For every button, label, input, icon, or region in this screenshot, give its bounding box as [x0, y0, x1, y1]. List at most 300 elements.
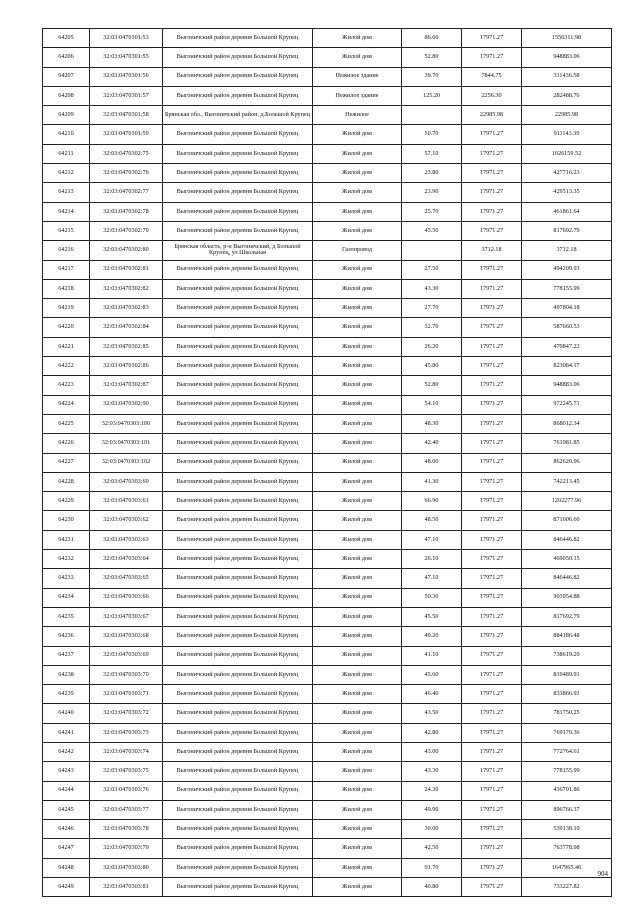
cell-cadastral-number: 32:03:0470303:61 [90, 492, 163, 511]
cell-id: 64230 [43, 511, 90, 530]
cell-area: 42.40 [402, 434, 462, 453]
cell-address: Выгоничский район деревня Большой Крупец [163, 878, 313, 897]
table-row [43, 48, 612, 67]
cell-cadastral-number: 32:03:0470303:77 [90, 800, 163, 819]
cell-id: 64229 [43, 492, 90, 511]
cell-rate: 17971.27 [462, 704, 522, 723]
cell-cadastral-number: 32:03:0470301:56 [90, 67, 163, 86]
cell-object-type: Жилой дом [313, 414, 402, 433]
table-row [43, 472, 612, 491]
table-row [43, 704, 612, 723]
cell-object-type: Жилой дом [313, 144, 402, 163]
cell-cadastral-number: 32:03:0470303:72 [90, 704, 163, 723]
cell-address: Выгоничский район деревня Большой Крупец [163, 29, 313, 48]
cell-value: 781750.25 [522, 704, 612, 723]
cell-address: Брянская область, р-н Выгоничский, д Большой Крупец, ул Школьная [163, 241, 313, 260]
cell-value: 742213.45 [522, 472, 612, 491]
cell-rate: 17971.27 [462, 221, 522, 240]
cell-rate: 17971.27 [462, 878, 522, 897]
cell-rate: 17971.27 [462, 48, 522, 67]
cell-cadastral-number: 32:03:0470303:76 [90, 781, 163, 800]
table-row [43, 742, 612, 761]
cell-area: 41.10 [402, 646, 462, 665]
cell-address: Выгоничский район деревня Большой Крупец [163, 434, 313, 453]
cell-value: 3712.18 [522, 241, 612, 260]
cell-rate: 17971.27 [462, 646, 522, 665]
cell-id: 64220 [43, 318, 90, 337]
cell-value: 896766.37 [522, 800, 612, 819]
cell-address: Выгоничский район деревня Большой Крупец [163, 762, 313, 781]
cell-object-type: Жилой дом [313, 357, 402, 376]
cell-area: 25.70 [402, 202, 462, 221]
cell-rate: 17971.27 [462, 414, 522, 433]
cell-area: 57.10 [402, 144, 462, 163]
cell-rate: 17971.27 [462, 607, 522, 626]
table-row [43, 646, 612, 665]
cell-cadastral-number: 32:03:0470302:82 [90, 279, 163, 298]
cell-cadastral-number: 32:03:0470301:59 [90, 125, 163, 144]
cell-area: 125.20 [402, 86, 462, 105]
cell-address: Выгоничский район деревня Большой Крупец [163, 781, 313, 800]
cell-rate: 17971.27 [462, 492, 522, 511]
table-row [43, 588, 612, 607]
cell-area: 43.30 [402, 279, 462, 298]
cell-value: 539138.10 [522, 820, 612, 839]
cell-area: 40.80 [402, 878, 462, 897]
cell-value: 884186.48 [522, 627, 612, 646]
cell-object-type: Жилой дом [313, 839, 402, 858]
cell-rate: 17971.27 [462, 434, 522, 453]
cell-id: 64214 [43, 202, 90, 221]
cell-value: 1556311.98 [522, 29, 612, 48]
cell-rate: 17971.27 [462, 511, 522, 530]
cell-cadastral-number: 32:03:0470303:74 [90, 742, 163, 761]
cell-address: Выгоничский район деревня Большой Крупец [163, 125, 313, 144]
table-row [43, 762, 612, 781]
cell-id: 64242 [43, 742, 90, 761]
cell-cadastral-number: 32:03:0470303:100 [90, 414, 163, 433]
table-row [43, 492, 612, 511]
cell-object-type: Жилой дом [313, 781, 402, 800]
cell-area: 54.10 [402, 395, 462, 414]
cell-value: 761981.85 [522, 434, 612, 453]
cell-area: 49.20 [402, 627, 462, 646]
cell-rate: 17971.27 [462, 164, 522, 183]
cell-rate: 17971.27 [462, 820, 522, 839]
cell-cadastral-number: 32:03:0470302:75 [90, 144, 163, 163]
cell-address: Выгоничский район деревня Большой Крупец [163, 414, 313, 433]
table-row [43, 414, 612, 433]
cell-area: 26.10 [402, 550, 462, 569]
cell-object-type: Газопровод [313, 241, 402, 260]
cell-object-type: Жилой дом [313, 704, 402, 723]
cell-cadastral-number: 32:03:0470302:80 [90, 241, 163, 260]
cell-id: 64225 [43, 414, 90, 433]
table-body [43, 29, 612, 897]
cell-value: 22985.98 [522, 106, 612, 125]
cell-rate: 17971.27 [462, 665, 522, 684]
cell-id: 64233 [43, 569, 90, 588]
cell-address: Выгоничский район деревня Большой Крупец [163, 530, 313, 549]
table-row [43, 878, 612, 897]
cell-rate: 17971.27 [462, 742, 522, 761]
cell-area: 24.30 [402, 781, 462, 800]
cell-id: 64249 [43, 878, 90, 897]
cell-area: 43.50 [402, 704, 462, 723]
table-row [43, 607, 612, 626]
cell-cadastral-number: 32:03:0470302:78 [90, 202, 163, 221]
cell-address: Выгоничский район деревня Большой Крупец [163, 86, 313, 105]
cell-area: 48.00 [402, 453, 462, 472]
table-row [43, 569, 612, 588]
cell-cadastral-number: 32:03:0470303:79 [90, 839, 163, 858]
table-row [43, 260, 612, 279]
table-row [43, 550, 612, 569]
cell-id: 64232 [43, 550, 90, 569]
cell-cadastral-number: 32:03:0470303:60 [90, 472, 163, 491]
cell-area: 48.50 [402, 511, 462, 530]
cell-object-type: Жилой дом [313, 472, 402, 491]
table-row [43, 202, 612, 221]
cell-object-type: Жилой дом [313, 858, 402, 877]
table-row [43, 781, 612, 800]
cell-address: Выгоничский район деревня Большой Крупец [163, 48, 313, 67]
cell-value: 497804.18 [522, 299, 612, 318]
table-row [43, 183, 612, 202]
cell-id: 64227 [43, 453, 90, 472]
cell-area: 42.50 [402, 839, 462, 858]
cell-id: 64234 [43, 588, 90, 607]
cell-area: 43.00 [402, 742, 462, 761]
cell-rate: 17971.27 [462, 29, 522, 48]
cell-object-type: Жилой дом [313, 627, 402, 646]
cell-area: 49.90 [402, 800, 462, 819]
cell-id: 64206 [43, 48, 90, 67]
table-row [43, 820, 612, 839]
cell-value: 1026159.52 [522, 144, 612, 163]
cell-id: 64247 [43, 839, 90, 858]
cell-id: 64207 [43, 67, 90, 86]
cell-id: 64213 [43, 183, 90, 202]
cell-id: 64240 [43, 704, 90, 723]
cell-id: 64248 [43, 858, 90, 877]
cell-address: Выгоничский район деревня Большой Крупец [163, 820, 313, 839]
cell-area: 86.60 [402, 29, 462, 48]
cell-object-type: Жилой дом [313, 607, 402, 626]
cell-area: 39.70 [402, 67, 462, 86]
cell-value: 738619.20 [522, 646, 612, 665]
cell-rate: 17971.27 [462, 453, 522, 472]
cell-address: Выгоничский район деревня Большой Крупец [163, 627, 313, 646]
cell-address: Выгоничский район деревня Большой Крупец [163, 453, 313, 472]
cell-id: 64226 [43, 434, 90, 453]
cell-cadastral-number: 32:03:0470301:55 [90, 48, 163, 67]
cell-area: 47.10 [402, 569, 462, 588]
cell-object-type: Жилой дом [313, 800, 402, 819]
cell-address: Выгоничский район деревня Большой Крупец [163, 144, 313, 163]
cell-rate: 17971.27 [462, 376, 522, 395]
cell-address: Выгоничский район деревня Большой Крупец [163, 279, 313, 298]
cell-value: 461861.64 [522, 202, 612, 221]
cell-address: Выгоничский район деревня Большой Крупец [163, 646, 313, 665]
cell-object-type: Жилой дом [313, 723, 402, 742]
cell-id: 64241 [43, 723, 90, 742]
cell-cadastral-number: 32:03:0470303:75 [90, 762, 163, 781]
cell-value: 817692.79 [522, 607, 612, 626]
cell-cadastral-number: 32:03:0470302:79 [90, 221, 163, 240]
cell-rate: 17971.27 [462, 800, 522, 819]
cell-object-type: Жилой дом [313, 492, 402, 511]
cell-id: 64221 [43, 337, 90, 356]
cell-address: Выгоничский район деревня Большой Крупец [163, 569, 313, 588]
cell-rate: 17971.27 [462, 550, 522, 569]
cell-area: 32.70 [402, 318, 462, 337]
cell-area: 27.50 [402, 260, 462, 279]
cell-object-type: Нежилое здание [313, 67, 402, 86]
cell-id: 64217 [43, 260, 90, 279]
cell-area: 48.30 [402, 414, 462, 433]
cell-address: Выгоничский район деревня Большой Крупец [163, 607, 313, 626]
table-row [43, 357, 612, 376]
cell-object-type: Жилой дом [313, 125, 402, 144]
cadastral-value-table [42, 28, 612, 897]
table-row [43, 858, 612, 877]
cell-value: 948883.06 [522, 48, 612, 67]
cell-value: 817692.79 [522, 221, 612, 240]
cell-object-type: Жилой дом [313, 299, 402, 318]
cell-address: Выгоничский район деревня Большой Крупец [163, 800, 313, 819]
cell-address: Выгоничский район деревня Большой Крупец [163, 858, 313, 877]
cell-address: Выгоничский район деревня Большой Крупец [163, 202, 313, 221]
cell-address: Брянская обл., Выгоничский район, д.Большой Крупец [163, 106, 313, 125]
cell-rate: 17971.27 [462, 569, 522, 588]
cell-area: 45.50 [402, 607, 462, 626]
cell-value: 823084.17 [522, 357, 612, 376]
cell-cadastral-number: 32:03:0470303:66 [90, 588, 163, 607]
cell-object-type: Жилой дом [313, 434, 402, 453]
cell-area [402, 106, 462, 125]
cell-area: 50.30 [402, 588, 462, 607]
cell-value: 972245.71 [522, 395, 612, 414]
cell-address: Выгоничский район деревня Большой Крупец [163, 511, 313, 530]
cell-id: 64222 [43, 357, 90, 376]
table-row [43, 125, 612, 144]
table-row [43, 318, 612, 337]
cell-rate: 17971.27 [462, 183, 522, 202]
table-row [43, 221, 612, 240]
cell-rate: 17971.27 [462, 685, 522, 704]
cell-value: 871606.60 [522, 511, 612, 530]
cell-object-type: Жилой дом [313, 318, 402, 337]
cell-value: 429513.35 [522, 183, 612, 202]
cell-object-type: Жилой дом [313, 550, 402, 569]
cell-cadastral-number: 32:03:0470303:80 [90, 858, 163, 877]
cell-value: 469050.15 [522, 550, 612, 569]
cell-object-type: Нежилое [313, 106, 402, 125]
cell-value: 769170.36 [522, 723, 612, 742]
cell-rate: 17971.27 [462, 858, 522, 877]
cell-area: 45.60 [402, 665, 462, 684]
cell-area: 23.90 [402, 183, 462, 202]
cell-rate: 17971.27 [462, 202, 522, 221]
cell-id: 64219 [43, 299, 90, 318]
cell-id: 64244 [43, 781, 90, 800]
cell-address: Выгоничский район деревня Большой Крупец [163, 492, 313, 511]
cell-cadastral-number: 32:03:0470303:67 [90, 607, 163, 626]
cell-id: 64224 [43, 395, 90, 414]
cell-value: 494209.93 [522, 260, 612, 279]
cell-area: 43.30 [402, 762, 462, 781]
table-row [43, 86, 612, 105]
cell-cadastral-number: 32:03:0470302:86 [90, 357, 163, 376]
cell-value: 846446.82 [522, 569, 612, 588]
cell-object-type: Жилой дом [313, 820, 402, 839]
cell-id: 64231 [43, 530, 90, 549]
cell-rate: 17971.27 [462, 762, 522, 781]
cell-value: 772764.61 [522, 742, 612, 761]
cell-id: 64218 [43, 279, 90, 298]
cell-value: 587660.53 [522, 318, 612, 337]
cell-cadastral-number: 32:03:0470303:63 [90, 530, 163, 549]
cell-value: 862620.96 [522, 453, 612, 472]
cell-rate: 17971.27 [462, 144, 522, 163]
cell-cadastral-number: 32:03:0470302:77 [90, 183, 163, 202]
cell-id: 64239 [43, 685, 90, 704]
cell-address: Выгоничский район деревня Большой Крупец [163, 550, 313, 569]
cell-id: 64243 [43, 762, 90, 781]
cell-object-type: Жилой дом [313, 395, 402, 414]
cell-address: Выгоничский район деревня Большой Крупец [163, 472, 313, 491]
table-row [43, 723, 612, 742]
cell-object-type: Жилой дом [313, 221, 402, 240]
table-row [43, 453, 612, 472]
cell-object-type: Жилой дом [313, 588, 402, 607]
cell-area: 66.90 [402, 492, 462, 511]
cell-value: 470847.22 [522, 337, 612, 356]
cell-rate: 17971.27 [462, 357, 522, 376]
table-row [43, 627, 612, 646]
cell-object-type: Жилой дом [313, 665, 402, 684]
cell-cadastral-number: 32:03:0470303:102 [90, 453, 163, 472]
cell-cadastral-number: 32:03:0470303:78 [90, 820, 163, 839]
cell-address: Выгоничский район деревня Большой Крупец [163, 164, 313, 183]
cell-address: Выгоничский район деревня Большой Крупец [163, 685, 313, 704]
cell-id: 64237 [43, 646, 90, 665]
cell-id: 64210 [43, 125, 90, 144]
cell-value: 846446.82 [522, 530, 612, 549]
cell-value: 763778.98 [522, 839, 612, 858]
cell-rate: 2256.30 [462, 86, 522, 105]
cell-id: 64215 [43, 221, 90, 240]
cell-cadastral-number: 32:03:0470301:53 [90, 29, 163, 48]
cell-cadastral-number: 32:03:0470302:90 [90, 395, 163, 414]
cell-id: 64235 [43, 607, 90, 626]
cell-cadastral-number: 32:03:0470301:57 [90, 86, 163, 105]
table-row [43, 164, 612, 183]
cell-cadastral-number: 32:03:0470302:85 [90, 337, 163, 356]
cell-id: 64211 [43, 144, 90, 163]
cell-address: Выгоничский район деревня Большой Крупец [163, 395, 313, 414]
table-row [43, 279, 612, 298]
cell-area: 52.80 [402, 48, 462, 67]
cell-object-type: Жилой дом [313, 279, 402, 298]
cell-value: 1647965.46 [522, 858, 612, 877]
cell-rate: 7844.75 [462, 67, 522, 86]
cell-rate: 17971.27 [462, 627, 522, 646]
cell-cadastral-number: 32:03:0470303:70 [90, 665, 163, 684]
cell-address: Выгоничский район деревня Большой Крупец [163, 337, 313, 356]
table-row [43, 434, 612, 453]
cell-address: Выгоничский район деревня Большой Крупец [163, 704, 313, 723]
cell-value: 436701.86 [522, 781, 612, 800]
cell-rate: 17971.27 [462, 279, 522, 298]
cell-rate: 17971.27 [462, 318, 522, 337]
cell-object-type: Жилой дом [313, 48, 402, 67]
cell-address: Выгоничский район деревня Большой Крупец [163, 183, 313, 202]
cell-id: 64216 [43, 241, 90, 260]
cell-value: 282488.76 [522, 86, 612, 105]
cell-cadastral-number: 32:03:0470302:76 [90, 164, 163, 183]
cell-value: 903954.88 [522, 588, 612, 607]
cell-cadastral-number: 32:03:0470303:73 [90, 723, 163, 742]
cell-value: 733227.82 [522, 878, 612, 897]
cell-id: 64228 [43, 472, 90, 491]
cell-rate: 17971.27 [462, 781, 522, 800]
table-row [43, 665, 612, 684]
cell-value: 948883.06 [522, 376, 612, 395]
cell-cadastral-number: 32:03:0470303:69 [90, 646, 163, 665]
cell-area: 45.50 [402, 221, 462, 240]
cell-id: 64245 [43, 800, 90, 819]
cell-address: Выгоничский район деревня Большой Крупец [163, 260, 313, 279]
page-number: 904 [597, 870, 608, 878]
cell-address: Выгоничский район деревня Большой Крупец [163, 318, 313, 337]
cell-rate: 17971.27 [462, 472, 522, 491]
cell-object-type: Жилой дом [313, 260, 402, 279]
cell-object-type: Жилой дом [313, 878, 402, 897]
cell-id: 64205 [43, 29, 90, 48]
table-row [43, 337, 612, 356]
table-row [43, 530, 612, 549]
cell-rate: 17971.27 [462, 839, 522, 858]
table-row [43, 299, 612, 318]
cell-value: 427716.23 [522, 164, 612, 183]
cell-object-type: Нежилое здание [313, 86, 402, 105]
cell-id: 64208 [43, 86, 90, 105]
cell-value: 311436.58 [522, 67, 612, 86]
cell-address: Выгоничский район деревня Большой Крупец [163, 665, 313, 684]
cell-area: 47.10 [402, 530, 462, 549]
cell-cadastral-number: 32:03:0470302:84 [90, 318, 163, 337]
cell-cadastral-number: 32:03:0470303:65 [90, 569, 163, 588]
cell-object-type: Жилой дом [313, 453, 402, 472]
cell-id: 64236 [43, 627, 90, 646]
cell-address: Выгоничский район деревня Большой Крупец [163, 588, 313, 607]
cell-rate: 17971.27 [462, 260, 522, 279]
cell-object-type: Жилой дом [313, 762, 402, 781]
cell-object-type: Жилой дом [313, 183, 402, 202]
cell-address: Выгоничский район деревня Большой Крупец [163, 221, 313, 240]
cell-cadastral-number: 32:03:0470303:101 [90, 434, 163, 453]
cell-cadastral-number: 32:03:0470303:62 [90, 511, 163, 530]
cell-area: 45.80 [402, 357, 462, 376]
cell-area: 23.80 [402, 164, 462, 183]
cell-address: Выгоничский район деревня Большой Крупец [163, 839, 313, 858]
cell-rate: 22985.98 [462, 106, 522, 125]
cell-object-type: Жилой дом [313, 202, 402, 221]
cell-value: 833866.93 [522, 685, 612, 704]
table-row [43, 144, 612, 163]
